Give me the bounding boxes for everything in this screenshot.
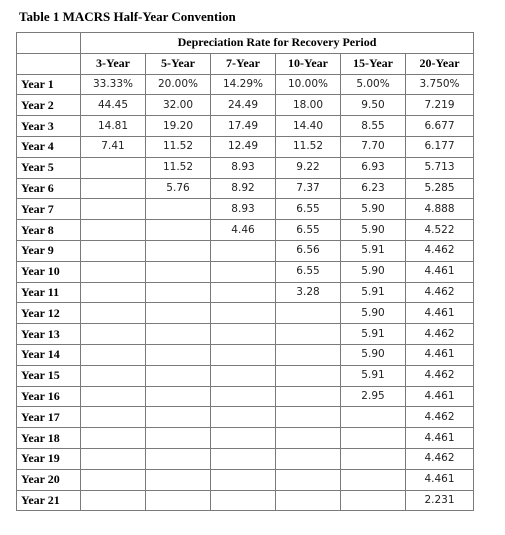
rate-cell: 7.219 xyxy=(406,95,474,116)
table-row xyxy=(17,178,474,199)
row-year-label: Year 13 xyxy=(17,324,81,345)
rate-cell xyxy=(276,365,341,386)
rate-cell: 5.91 xyxy=(341,282,406,303)
row-year-label: Year 15 xyxy=(17,365,81,386)
rate-cell xyxy=(81,282,146,303)
table-caption: Table 1 MACRS Half-Year Convention xyxy=(19,9,236,24)
rate-cell xyxy=(146,220,211,241)
rate-cell xyxy=(146,303,211,324)
rate-cell: 44.45 xyxy=(81,95,146,116)
table-row xyxy=(17,490,474,511)
rate-cell xyxy=(211,303,276,324)
table-row xyxy=(17,344,474,365)
group-header-row xyxy=(17,33,474,54)
column-header-7-year: 7-Year xyxy=(211,53,276,74)
rate-cell xyxy=(211,282,276,303)
rate-cell xyxy=(146,386,211,407)
rate-cell xyxy=(146,324,211,345)
rate-cell xyxy=(81,490,146,511)
rate-cell: 9.22 xyxy=(276,157,341,178)
table-row xyxy=(17,282,474,303)
rate-cell: 11.52 xyxy=(276,136,341,157)
rate-cell: 19.20 xyxy=(146,116,211,137)
table-row xyxy=(17,157,474,178)
rate-cell: 4.462 xyxy=(406,282,474,303)
rate-cell xyxy=(211,407,276,428)
row-year-label: Year 19 xyxy=(17,448,81,469)
row-year-label: Year 3 xyxy=(17,116,81,137)
rate-cell xyxy=(81,344,146,365)
macrs-table xyxy=(16,32,474,511)
corner-cell xyxy=(17,53,81,74)
rate-cell: 7.41 xyxy=(81,136,146,157)
rate-cell: 6.55 xyxy=(276,220,341,241)
column-header-20-year: 20-Year xyxy=(406,53,474,74)
table-row xyxy=(17,407,474,428)
rate-cell xyxy=(81,261,146,282)
rate-cell: 18.00 xyxy=(276,95,341,116)
rate-cell xyxy=(81,386,146,407)
row-year-label: Year 9 xyxy=(17,240,81,261)
rate-cell xyxy=(81,303,146,324)
table-row xyxy=(17,136,474,157)
rate-cell: 20.00% xyxy=(146,74,211,95)
row-year-label: Year 21 xyxy=(17,490,81,511)
rate-cell xyxy=(146,199,211,220)
column-header-5-year: 5-Year xyxy=(146,53,211,74)
rate-cell: 6.55 xyxy=(276,199,341,220)
rate-cell xyxy=(211,448,276,469)
row-year-label: Year 8 xyxy=(17,220,81,241)
rate-cell: 17.49 xyxy=(211,116,276,137)
rate-cell: 7.37 xyxy=(276,178,341,199)
rate-cell xyxy=(146,407,211,428)
rate-cell: 5.91 xyxy=(341,365,406,386)
rate-cell xyxy=(81,220,146,241)
row-year-label: Year 6 xyxy=(17,178,81,199)
rate-cell: 14.40 xyxy=(276,116,341,137)
rate-cell xyxy=(211,324,276,345)
rate-cell: 11.52 xyxy=(146,157,211,178)
rate-cell: 5.90 xyxy=(341,344,406,365)
rate-cell: 12.49 xyxy=(211,136,276,157)
rate-cell xyxy=(341,469,406,490)
rate-cell: 4.462 xyxy=(406,448,474,469)
group-header: Depreciation Rate for Recovery Period xyxy=(81,33,474,54)
column-header-15-year: 15-Year xyxy=(341,53,406,74)
rate-cell xyxy=(276,407,341,428)
table-row xyxy=(17,74,474,95)
rate-cell: 5.713 xyxy=(406,157,474,178)
rate-cell: 5.285 xyxy=(406,178,474,199)
rate-cell: 5.91 xyxy=(341,240,406,261)
rate-cell: 8.92 xyxy=(211,178,276,199)
rate-cell: 4.462 xyxy=(406,240,474,261)
rate-cell: 4.462 xyxy=(406,407,474,428)
rate-cell xyxy=(146,428,211,449)
corner-cell-top xyxy=(17,33,81,54)
rate-cell: 4.522 xyxy=(406,220,474,241)
rate-cell: 5.76 xyxy=(146,178,211,199)
rate-cell: 4.461 xyxy=(406,344,474,365)
rate-cell xyxy=(81,240,146,261)
table-row xyxy=(17,428,474,449)
row-year-label: Year 4 xyxy=(17,136,81,157)
rate-cell xyxy=(146,448,211,469)
rate-cell xyxy=(81,428,146,449)
table-row xyxy=(17,386,474,407)
rate-cell: 5.90 xyxy=(341,303,406,324)
rate-cell: 6.55 xyxy=(276,261,341,282)
rate-cell xyxy=(276,428,341,449)
table-row xyxy=(17,324,474,345)
table-row xyxy=(17,469,474,490)
rate-cell xyxy=(146,240,211,261)
rate-cell xyxy=(81,157,146,178)
rate-cell: 6.177 xyxy=(406,136,474,157)
rate-cell xyxy=(81,178,146,199)
rate-cell: 6.23 xyxy=(341,178,406,199)
rate-cell: 4.461 xyxy=(406,428,474,449)
rate-cell: 6.677 xyxy=(406,116,474,137)
rate-cell: 3.750% xyxy=(406,74,474,95)
rate-cell: 2.95 xyxy=(341,386,406,407)
rate-cell: 4.888 xyxy=(406,199,474,220)
rate-cell xyxy=(341,407,406,428)
rate-cell xyxy=(211,365,276,386)
rate-cell: 33.33% xyxy=(81,74,146,95)
rate-cell xyxy=(81,324,146,345)
rate-cell: 14.29% xyxy=(211,74,276,95)
rate-cell xyxy=(146,469,211,490)
row-year-label: Year 17 xyxy=(17,407,81,428)
rate-cell: 14.81 xyxy=(81,116,146,137)
row-year-label: Year 2 xyxy=(17,95,81,116)
table-row xyxy=(17,116,474,137)
rate-cell: 5.90 xyxy=(341,220,406,241)
rate-cell xyxy=(146,365,211,386)
rate-cell: 4.461 xyxy=(406,386,474,407)
rate-cell xyxy=(276,303,341,324)
rate-cell: 6.56 xyxy=(276,240,341,261)
rate-cell xyxy=(276,324,341,345)
row-year-label: Year 16 xyxy=(17,386,81,407)
table-row xyxy=(17,95,474,116)
rate-cell xyxy=(341,490,406,511)
rate-cell: 8.93 xyxy=(211,199,276,220)
rate-cell: 24.49 xyxy=(211,95,276,116)
row-year-label: Year 1 xyxy=(17,74,81,95)
rate-cell: 32.00 xyxy=(146,95,211,116)
rate-cell: 5.90 xyxy=(341,261,406,282)
rate-cell: 9.50 xyxy=(341,95,406,116)
rate-cell: 5.91 xyxy=(341,324,406,345)
rate-cell xyxy=(341,428,406,449)
rate-cell xyxy=(211,428,276,449)
rate-cell xyxy=(211,490,276,511)
table-row xyxy=(17,365,474,386)
rate-cell: 4.46 xyxy=(211,220,276,241)
rate-cell xyxy=(276,344,341,365)
rate-cell xyxy=(146,261,211,282)
rate-cell xyxy=(81,469,146,490)
row-year-label: Year 5 xyxy=(17,157,81,178)
column-header-3-year: 3-Year xyxy=(81,53,146,74)
table-row xyxy=(17,261,474,282)
column-header-row xyxy=(17,53,474,74)
rate-cell xyxy=(211,344,276,365)
rate-cell xyxy=(81,448,146,469)
rate-cell: 2.231 xyxy=(406,490,474,511)
row-year-label: Year 11 xyxy=(17,282,81,303)
rate-cell xyxy=(146,282,211,303)
rate-cell xyxy=(211,240,276,261)
rate-cell xyxy=(211,469,276,490)
rate-cell xyxy=(211,261,276,282)
rate-cell xyxy=(81,199,146,220)
row-year-label: Year 7 xyxy=(17,199,81,220)
column-header-10-year: 10-Year xyxy=(276,53,341,74)
rate-cell: 8.93 xyxy=(211,157,276,178)
rate-cell: 11.52 xyxy=(146,136,211,157)
row-year-label: Year 14 xyxy=(17,344,81,365)
rate-cell: 10.00% xyxy=(276,74,341,95)
rate-cell: 5.00% xyxy=(341,74,406,95)
table-row xyxy=(17,240,474,261)
row-year-label: Year 10 xyxy=(17,261,81,282)
row-year-label: Year 18 xyxy=(17,428,81,449)
rate-cell xyxy=(276,448,341,469)
rate-cell xyxy=(276,490,341,511)
rate-cell xyxy=(276,469,341,490)
table-row xyxy=(17,199,474,220)
rate-cell: 4.462 xyxy=(406,365,474,386)
rate-cell xyxy=(211,386,276,407)
rate-cell: 7.70 xyxy=(341,136,406,157)
rate-cell: 8.55 xyxy=(341,116,406,137)
rate-cell: 4.461 xyxy=(406,261,474,282)
table-row xyxy=(17,303,474,324)
rate-cell xyxy=(81,365,146,386)
rate-cell xyxy=(276,386,341,407)
table-row xyxy=(17,220,474,241)
table-row xyxy=(17,448,474,469)
rate-cell: 4.462 xyxy=(406,324,474,345)
rate-cell: 3.28 xyxy=(276,282,341,303)
rate-cell: 4.461 xyxy=(406,469,474,490)
rate-cell xyxy=(146,344,211,365)
rate-cell xyxy=(341,448,406,469)
rate-cell xyxy=(146,490,211,511)
table-body xyxy=(17,74,474,511)
row-year-label: Year 20 xyxy=(17,469,81,490)
row-year-label: Year 12 xyxy=(17,303,81,324)
rate-cell: 6.93 xyxy=(341,157,406,178)
rate-cell xyxy=(81,407,146,428)
rate-cell: 5.90 xyxy=(341,199,406,220)
rate-cell: 4.461 xyxy=(406,303,474,324)
